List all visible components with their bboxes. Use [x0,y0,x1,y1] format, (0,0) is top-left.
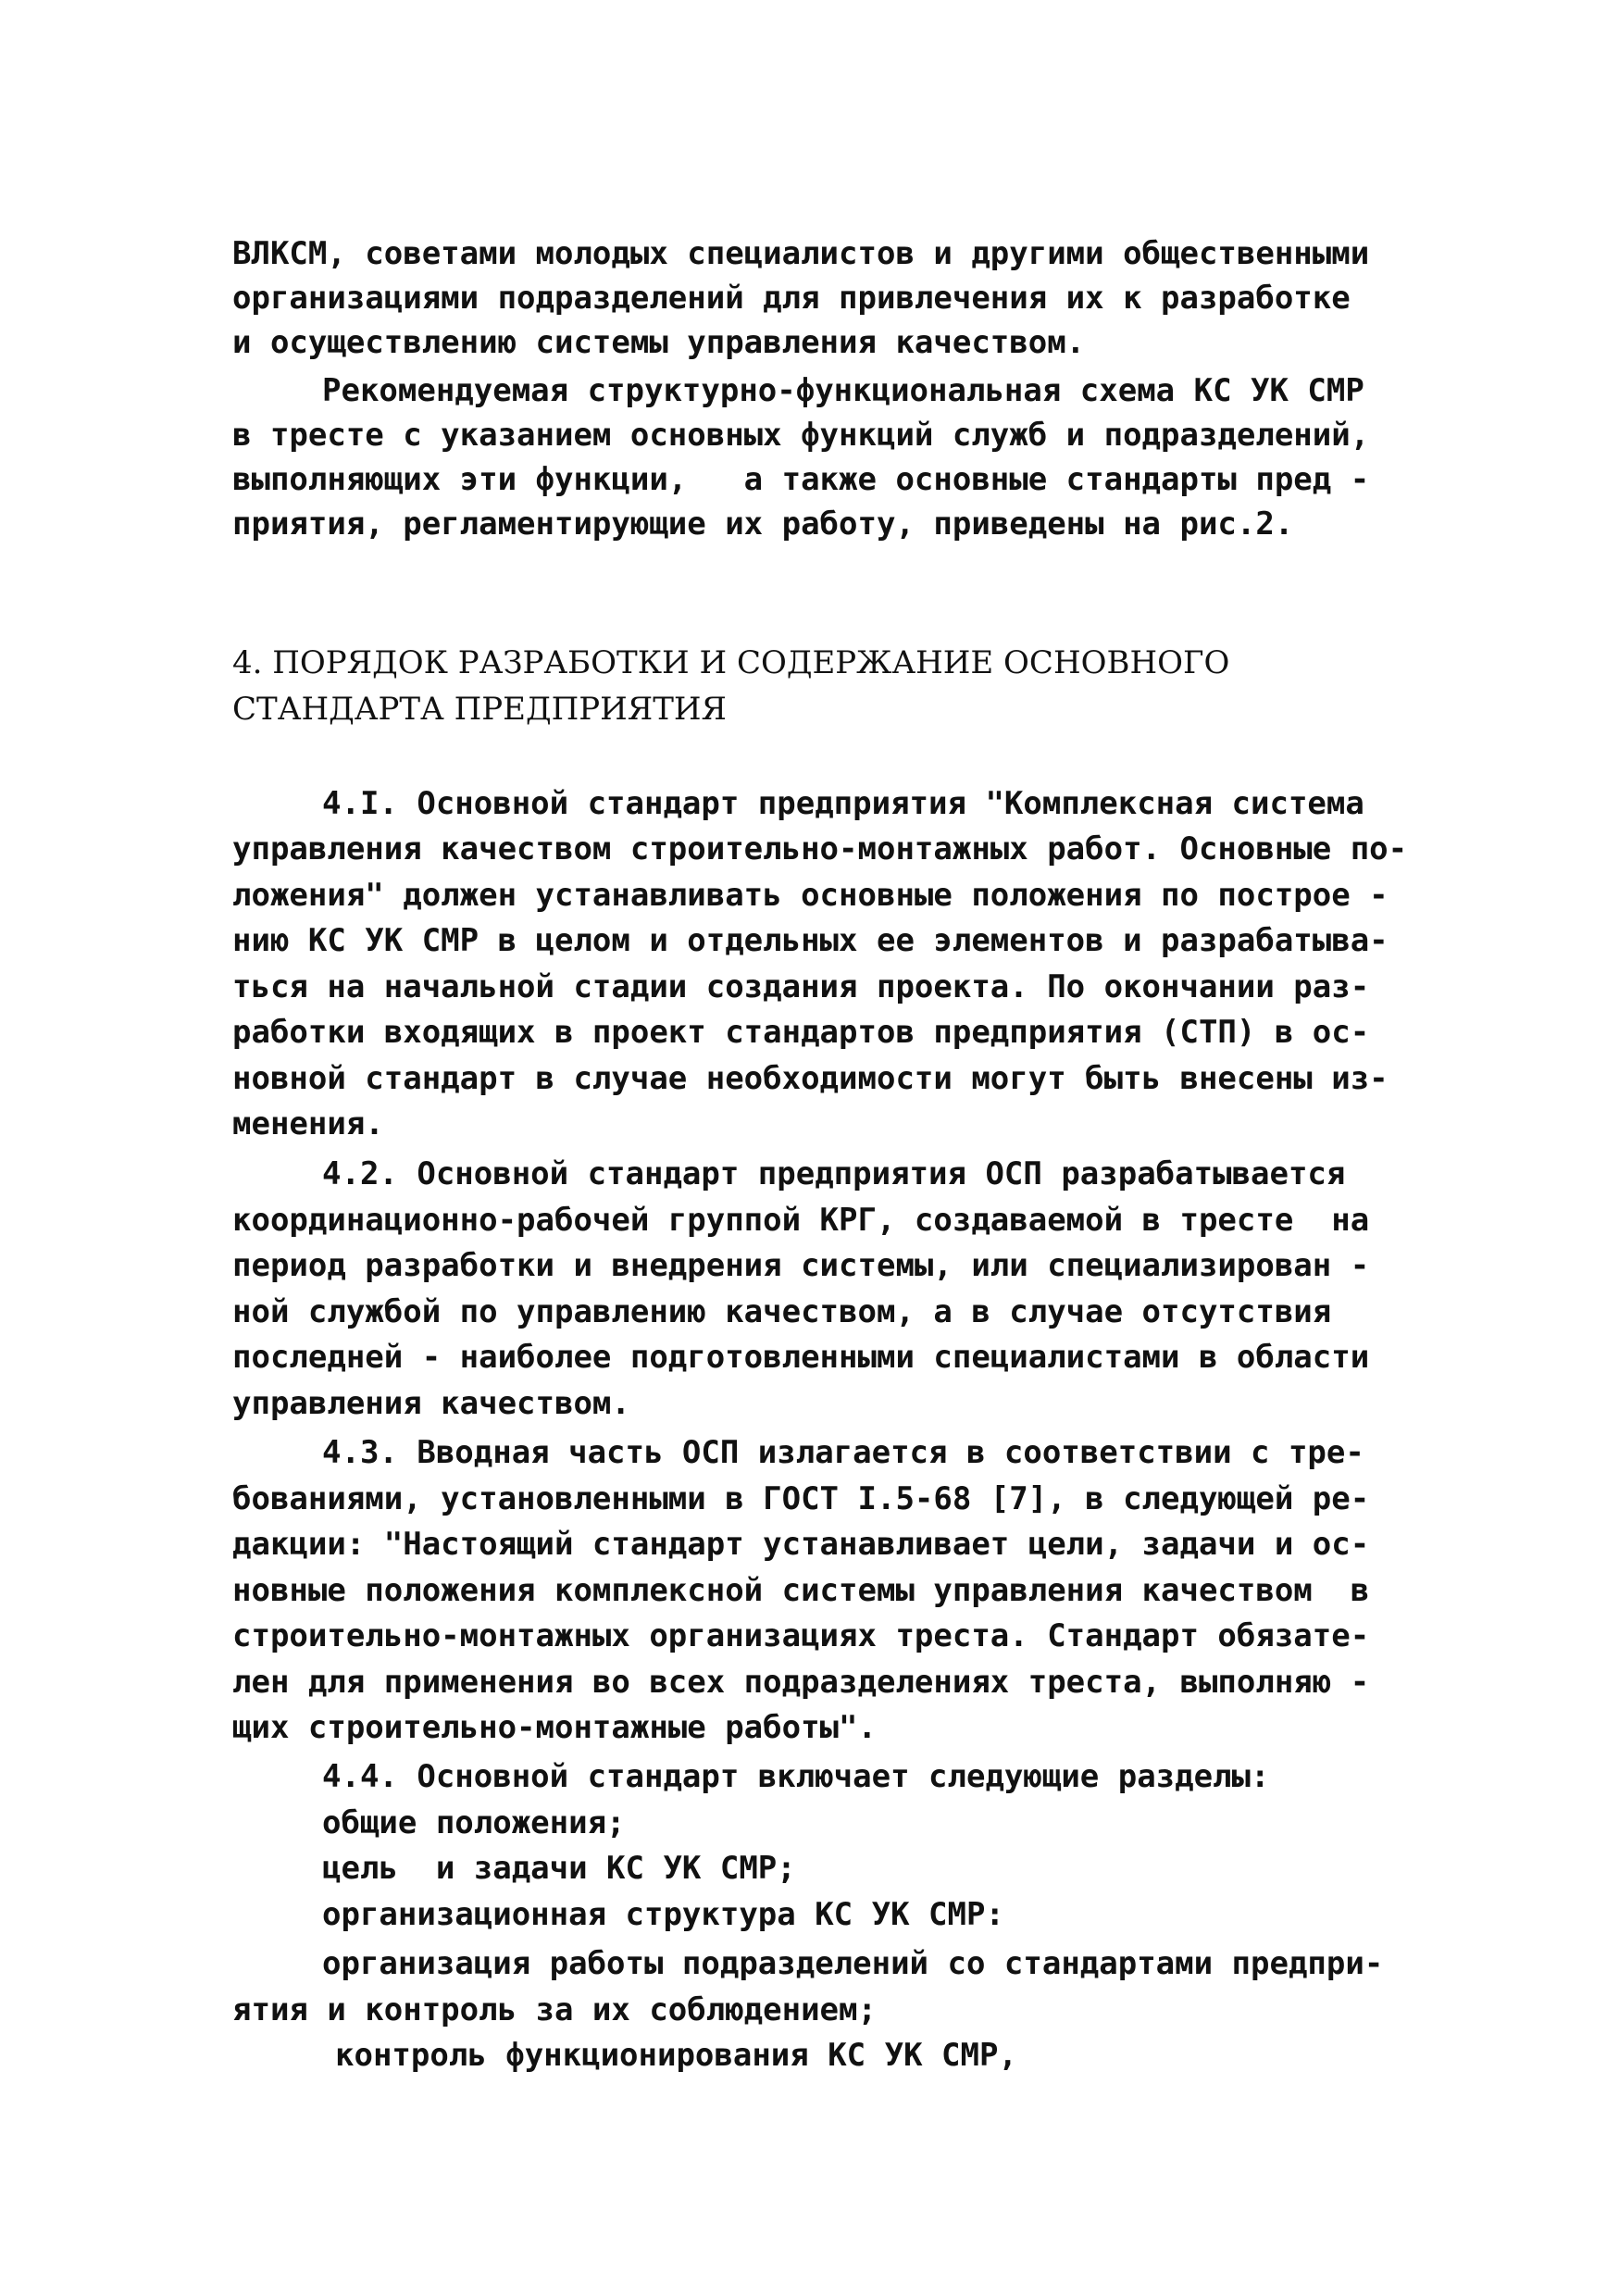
intro-line-7: приятия, регламентирующие их работу, приведены на рис.2. [232,505,1294,543]
body-line-18: новные положения комплексной системы управления качеством в [232,1572,1370,1609]
body-line-12: ной службой по управлению качеством, а в случае отсутствия [232,1293,1332,1330]
body-line-27: ятия и контроль за их соблюдением; [232,1991,877,2028]
body-line-5: ться на начальной стадии создания проекта. По окончании раз- [232,968,1370,1005]
body-line-3: ложения" должен устанавливать основные положения по построе - [232,877,1389,914]
body-line-1: 4.I. Основной стандарт предприятия "Комплексная система [322,785,1364,822]
body-line-17: дакции: "Настоящий стандарт устанавливает цели, задачи и ос- [232,1526,1370,1563]
intro-line-1: ВЛКСМ, советами молодых специалистов и другими общественными [232,235,1370,272]
intro-line-3: и осуществлению системы управления качеством. [232,324,1086,361]
body-line-10: координационно-рабочей группой КРГ, создаваемой в тресте на [232,1202,1370,1239]
body-line-4: нию КС УК СМР в целом и отдельных ее элементов и разрабатыва- [232,922,1389,959]
section-title-line-1: 4. ПОРЯДОК РАЗРАБОТКИ И СОДЕРЖАНИЕ ОСНОВНОГО [232,644,1230,681]
body-line-28: контроль функционирования КС УК СМР, [335,2037,1017,2074]
intro-line-2: организациями подразделений для привлечения их к разработке [232,280,1351,317]
body-line-8: менения. [232,1105,384,1142]
body-line-9: 4.2. Основной стандарт предприятия ОСП разрабатывается [322,1155,1346,1192]
body-line-7: новной стандарт в случае необходимости могут быть внесены из- [232,1060,1389,1097]
intro-line-5: в тресте с указанием основных функций служб и подразделений, [232,417,1370,454]
intro-line-4: Рекомендуемая структурно-функциональная схема КС УК СМР [322,372,1364,409]
body-line-6: работки входящих в проект стандартов предприятия (СТП) в ос- [232,1014,1370,1051]
body-line-21: щих строительно-монтажные работы". [232,1709,877,1746]
body-line-24: цель и задачи КС УК СМР; [322,1850,796,1887]
body-line-14: управления качеством. [232,1385,630,1422]
body-line-15: 4.3. Вводная часть ОСП излагается в соответствии с тре- [322,1434,1364,1471]
intro-line-6: выполняющих эти функции, а также основные стандарты пред - [232,461,1370,498]
section-title-line-2: СТАНДАРТА ПРЕДПРИЯТИЯ [232,691,728,728]
body-line-2: управления качеством строительно-монтажных работ. Основные по- [232,830,1408,867]
body-line-22: 4.4. Основной стандарт включает следующие разделы: [322,1758,1270,1795]
body-line-19: строительно-монтажных организациях треста. Стандарт обязате- [232,1617,1370,1654]
body-line-25: организационная структура КС УК СМР: [322,1896,1004,1933]
body-line-20: лен для применения во всех подразделениях треста, выполняю - [232,1664,1370,1701]
body-line-26: организация работы подразделений со стандартами предпри- [322,1945,1384,1982]
body-line-16: бованиями, установленными в ГОСТ I.5-68 [7], в следующей ре- [232,1480,1370,1517]
body-line-11: период разработки и внедрения системы, или специализирован - [232,1247,1370,1284]
body-line-23: общие положения; [322,1804,626,1841]
body-line-13: последней - наиболее подготовленными специалистами в области [232,1339,1370,1376]
